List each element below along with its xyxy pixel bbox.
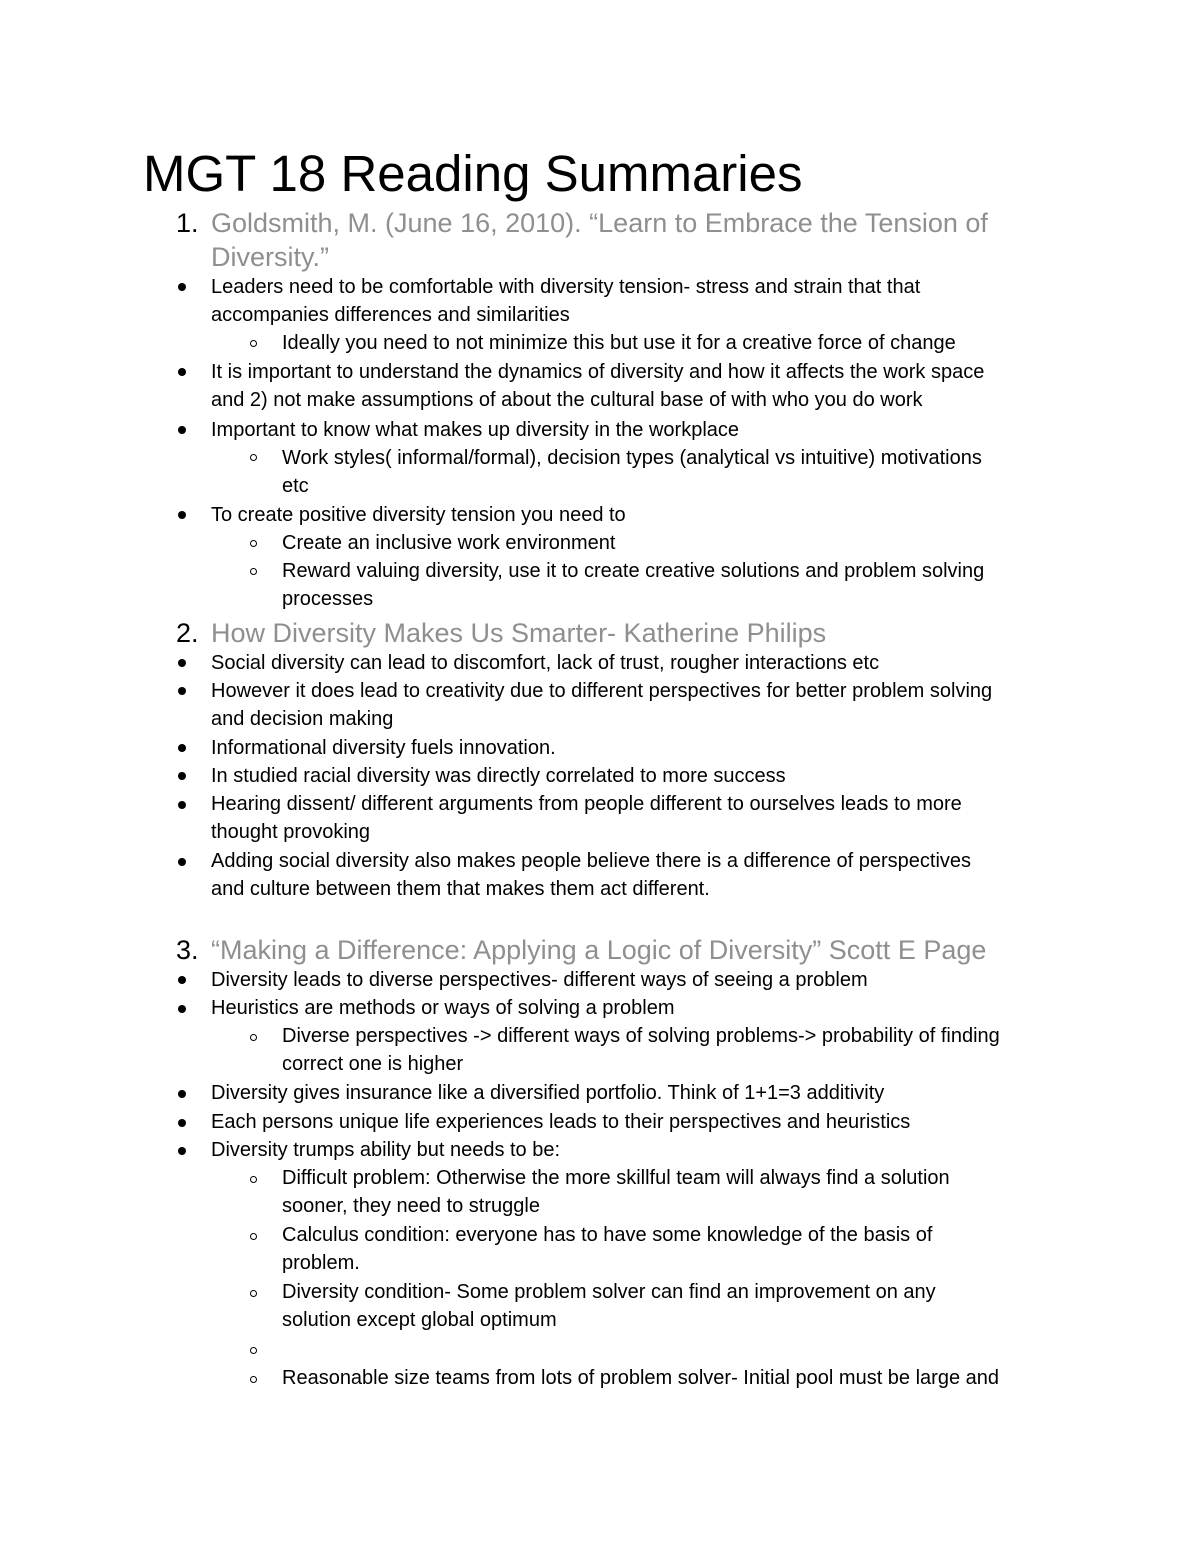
sub-bullet-text: Difficult problem: Otherwise the more skillful team will always find a solution [282, 1167, 950, 1189]
bullet-text: and culture between them that makes them act different. [211, 878, 710, 900]
sub-bullet-icon [250, 454, 257, 461]
bullet-text: Diversity trumps ability but needs to be: [211, 1139, 561, 1161]
bullet-icon [178, 368, 186, 376]
sub-bullet-text: Reward valuing diversity, use it to create creative solutions and problem solving [282, 560, 985, 582]
bullet-text: Each persons unique life experiences leads to their perspectives and heuristics [211, 1111, 911, 1133]
sub-bullet-text: solution except global optimum [282, 1309, 557, 1331]
sub-bullet-icon [250, 1376, 257, 1383]
sub-bullet-icon [250, 340, 257, 347]
bullet-text: Diversity gives insurance like a diversified portfolio. Think of 1+1=3 additivity [211, 1082, 885, 1104]
section-number: 2. [176, 618, 199, 648]
bullet-text: Social diversity can lead to discomfort, lack of trust, rougher interactions etc [211, 652, 880, 674]
bullet-icon [178, 801, 186, 809]
section-number: 1. [176, 208, 199, 238]
bullet-text: accompanies differences and similarities [211, 304, 570, 326]
sub-bullet-text: Diverse perspectives -> different ways of solving problems-> probability of finding [282, 1025, 1000, 1047]
bullet-text: It is important to understand the dynamics of diversity and how it affects the work space [211, 361, 985, 383]
bullet-icon [178, 744, 186, 752]
bullet-text: and 2) not make assumptions of about the cultural base of with who you do work [211, 389, 923, 411]
sub-bullet-icon [250, 1176, 257, 1183]
bullet-text: Adding social diversity also makes people believe there is a difference of perspectives [211, 850, 972, 872]
section-heading: How Diversity Makes Us Smarter- Katherine Philips [211, 618, 827, 648]
sub-bullet-icon [250, 1290, 257, 1297]
sub-bullet-icon [250, 1233, 257, 1240]
sub-bullet-text: processes [282, 588, 374, 610]
section-heading: “Making a Difference: Applying a Logic of Diversity” Scott E Page [211, 935, 987, 965]
bullet-icon [178, 687, 186, 695]
sub-bullet-text: correct one is higher [282, 1053, 464, 1075]
bullet-text: To create positive diversity tension you need to [211, 504, 626, 526]
sub-bullet-icon [250, 1347, 257, 1354]
sub-bullet-text: Reasonable size teams from lots of problem solver- Initial pool must be large and [282, 1367, 1000, 1389]
bullet-text: Hearing dissent/ different arguments from people different to ourselves leads to more [211, 793, 962, 815]
bullet-icon [178, 1147, 186, 1155]
bullet-icon [178, 1005, 186, 1013]
bullet-icon [178, 772, 186, 780]
bullet-icon [178, 659, 186, 667]
bullet-icon [178, 976, 186, 984]
sub-bullet-icon [250, 568, 257, 575]
section-heading-cont: Diversity.” [211, 242, 329, 272]
bullet-text: Important to know what makes up diversity in the workplace [211, 419, 740, 441]
document-title: MGT 18 Reading Summaries [143, 145, 803, 202]
bullet-text: Leaders need to be comfortable with diversity tension- stress and strain that that [211, 276, 921, 298]
bullet-icon [178, 511, 186, 519]
sub-bullet-text: Create an inclusive work environment [282, 532, 616, 554]
bullet-icon [178, 426, 186, 434]
sub-bullet-text: etc [282, 475, 309, 497]
sub-bullet-text: problem. [282, 1252, 360, 1274]
bullet-text: and decision making [211, 708, 394, 730]
bullet-icon [178, 1119, 186, 1127]
sub-bullet-text: Work styles( informal/formal), decision types (analytical vs intuitive) motivations [282, 447, 982, 469]
sub-bullet-icon [250, 540, 257, 547]
sub-bullet-text: Ideally you need to not minimize this but use it for a creative force of change [282, 332, 956, 354]
section-heading: Goldsmith, M. (June 16, 2010). “Learn to Embrace the Tension of [211, 208, 988, 238]
section-number: 3. [176, 935, 199, 965]
sub-bullet-text: Calculus condition: everyone has to have some knowledge of the basis of [282, 1224, 933, 1246]
bullet-icon [178, 858, 186, 866]
bullet-text: thought provoking [211, 821, 371, 843]
bullet-icon [178, 283, 186, 291]
bullet-icon [178, 1090, 186, 1098]
sub-bullet-text: Diversity condition- Some problem solver can find an improvement on any [282, 1281, 936, 1303]
bullet-text: In studied racial diversity was directly correlated to more success [211, 765, 786, 787]
bullet-text: Heuristics are methods or ways of solving a problem [211, 997, 675, 1019]
sub-bullet-text: sooner, they need to struggle [282, 1195, 540, 1217]
bullet-text: Diversity leads to diverse perspectives- different ways of seeing a problem [211, 969, 868, 991]
sub-bullet-icon [250, 1034, 257, 1041]
bullet-text: Informational diversity fuels innovation. [211, 737, 556, 759]
bullet-text: However it does lead to creativity due to different perspectives for better problem solving [211, 680, 993, 702]
